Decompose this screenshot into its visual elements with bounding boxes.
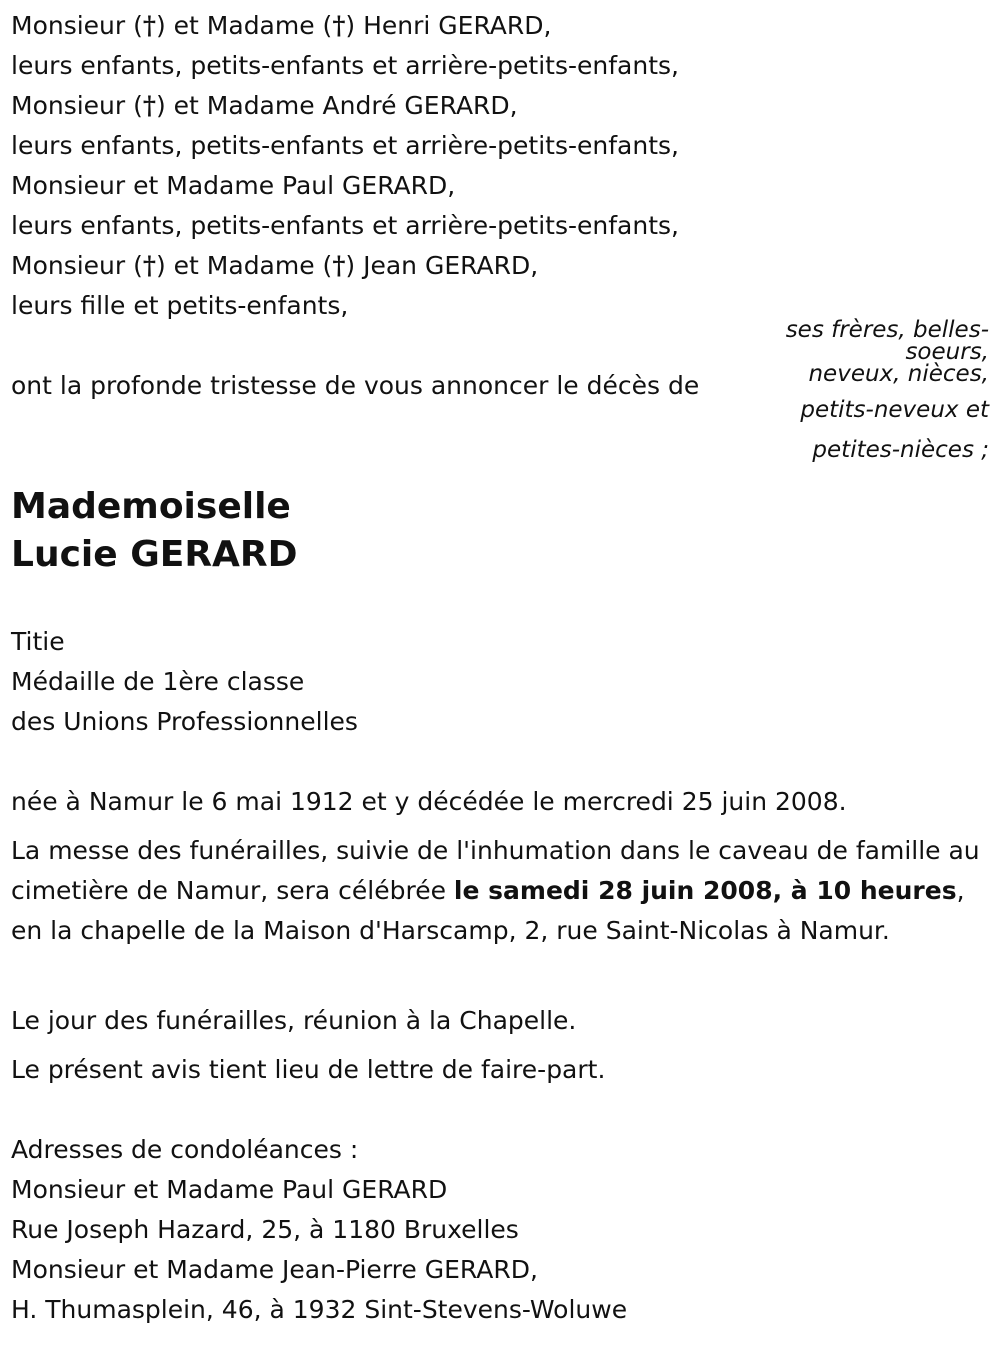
relatives-line: petites-nièces ; (812, 437, 989, 463)
funeral-date: le samedi 28 juin 2008, à 10 heures (453, 876, 957, 905)
funeral-text: , en la chapelle de la Maison d'Harscamp, 2, rue Saint-Nicolas à Namur. (11, 876, 965, 945)
family-line (11, 86, 679, 126)
address-line: Adresses de condoléances : (11, 1135, 359, 1164)
relatives-line: neveux, nièces, (808, 361, 989, 387)
honor-line: Titie (11, 627, 65, 656)
address-line: Monsieur et Madame Jean-Pierre GERARD, (11, 1255, 538, 1284)
honor-line: Médaille de 1ère classe (11, 667, 305, 696)
honors-list (11, 622, 358, 742)
notice-text: Le présent avis tient lieu de lettre de faire-part. (11, 1055, 606, 1084)
family-text: Monsieur ( (11, 251, 143, 280)
family-line (11, 6, 679, 46)
cross-icon: † (142, 91, 156, 120)
cross-icon: † (142, 251, 156, 280)
family-line: leurs enfants, petits-enfants et arrière-petits-enfants, (11, 51, 679, 80)
family-text: Monsieur ( (11, 11, 143, 40)
cross-icon: † (332, 11, 346, 40)
address-line: H. Thumasplein, 46, à 1932 Sint-Stevens-Woluwe (11, 1295, 628, 1324)
announcement-text: ont la profonde tristesse de vous annoncer le décès de (11, 371, 700, 400)
family-text: ) Jean GERARD, (345, 251, 539, 280)
relatives-summary (779, 314, 989, 470)
reunion-text: Le jour des funérailles, réunion à la Chapelle. (11, 1006, 577, 1035)
family-line: leurs enfants, petits-enfants et arrière-petits-enfants, (11, 211, 679, 240)
family-line: leurs enfants, petits-enfants et arrière-petits-enfants, (11, 131, 679, 160)
deceased-fullname: Lucie GERARD (11, 534, 298, 575)
honor-line: des Unions Professionnelles (11, 707, 358, 736)
funeral-text: La messe des funérailles, suivie de l'inhumation dans le caveau de famille au cimetière de Namur, sera célébrée (11, 836, 980, 905)
family-line: leurs fille et petits-enfants, (11, 291, 349, 320)
relatives-line: ses frères, belles- (785, 317, 989, 343)
cross-icon: † (332, 251, 346, 280)
deceased-name (11, 483, 298, 579)
address-line: Monsieur et Madame Paul GERARD (11, 1175, 448, 1204)
condolence-addresses (11, 1130, 627, 1330)
family-line (11, 246, 679, 286)
funeral-paragraph (11, 831, 996, 951)
family-line: Monsieur et Madame Paul GERARD, (11, 171, 456, 200)
family-text: Monsieur ( (11, 91, 143, 120)
family-text: ) et Madame ( (155, 251, 333, 280)
relatives-line: petits-neveux et (800, 397, 989, 423)
family-text: ) et Madame André GERARD, (155, 91, 518, 120)
address-line: Rue Joseph Hazard, 25, à 1180 Bruxelles (11, 1215, 519, 1244)
family-text: ) et Madame ( (155, 11, 333, 40)
family-list (11, 6, 679, 326)
birth-death-text: née à Namur le 6 mai 1912 et y décédée le mercredi 25 juin 2008. (11, 787, 847, 816)
relatives-line: soeurs, (905, 339, 989, 365)
cross-icon: † (142, 11, 156, 40)
family-text: ) Henri GERARD, (345, 11, 552, 40)
deceased-title: Mademoiselle (11, 486, 291, 527)
